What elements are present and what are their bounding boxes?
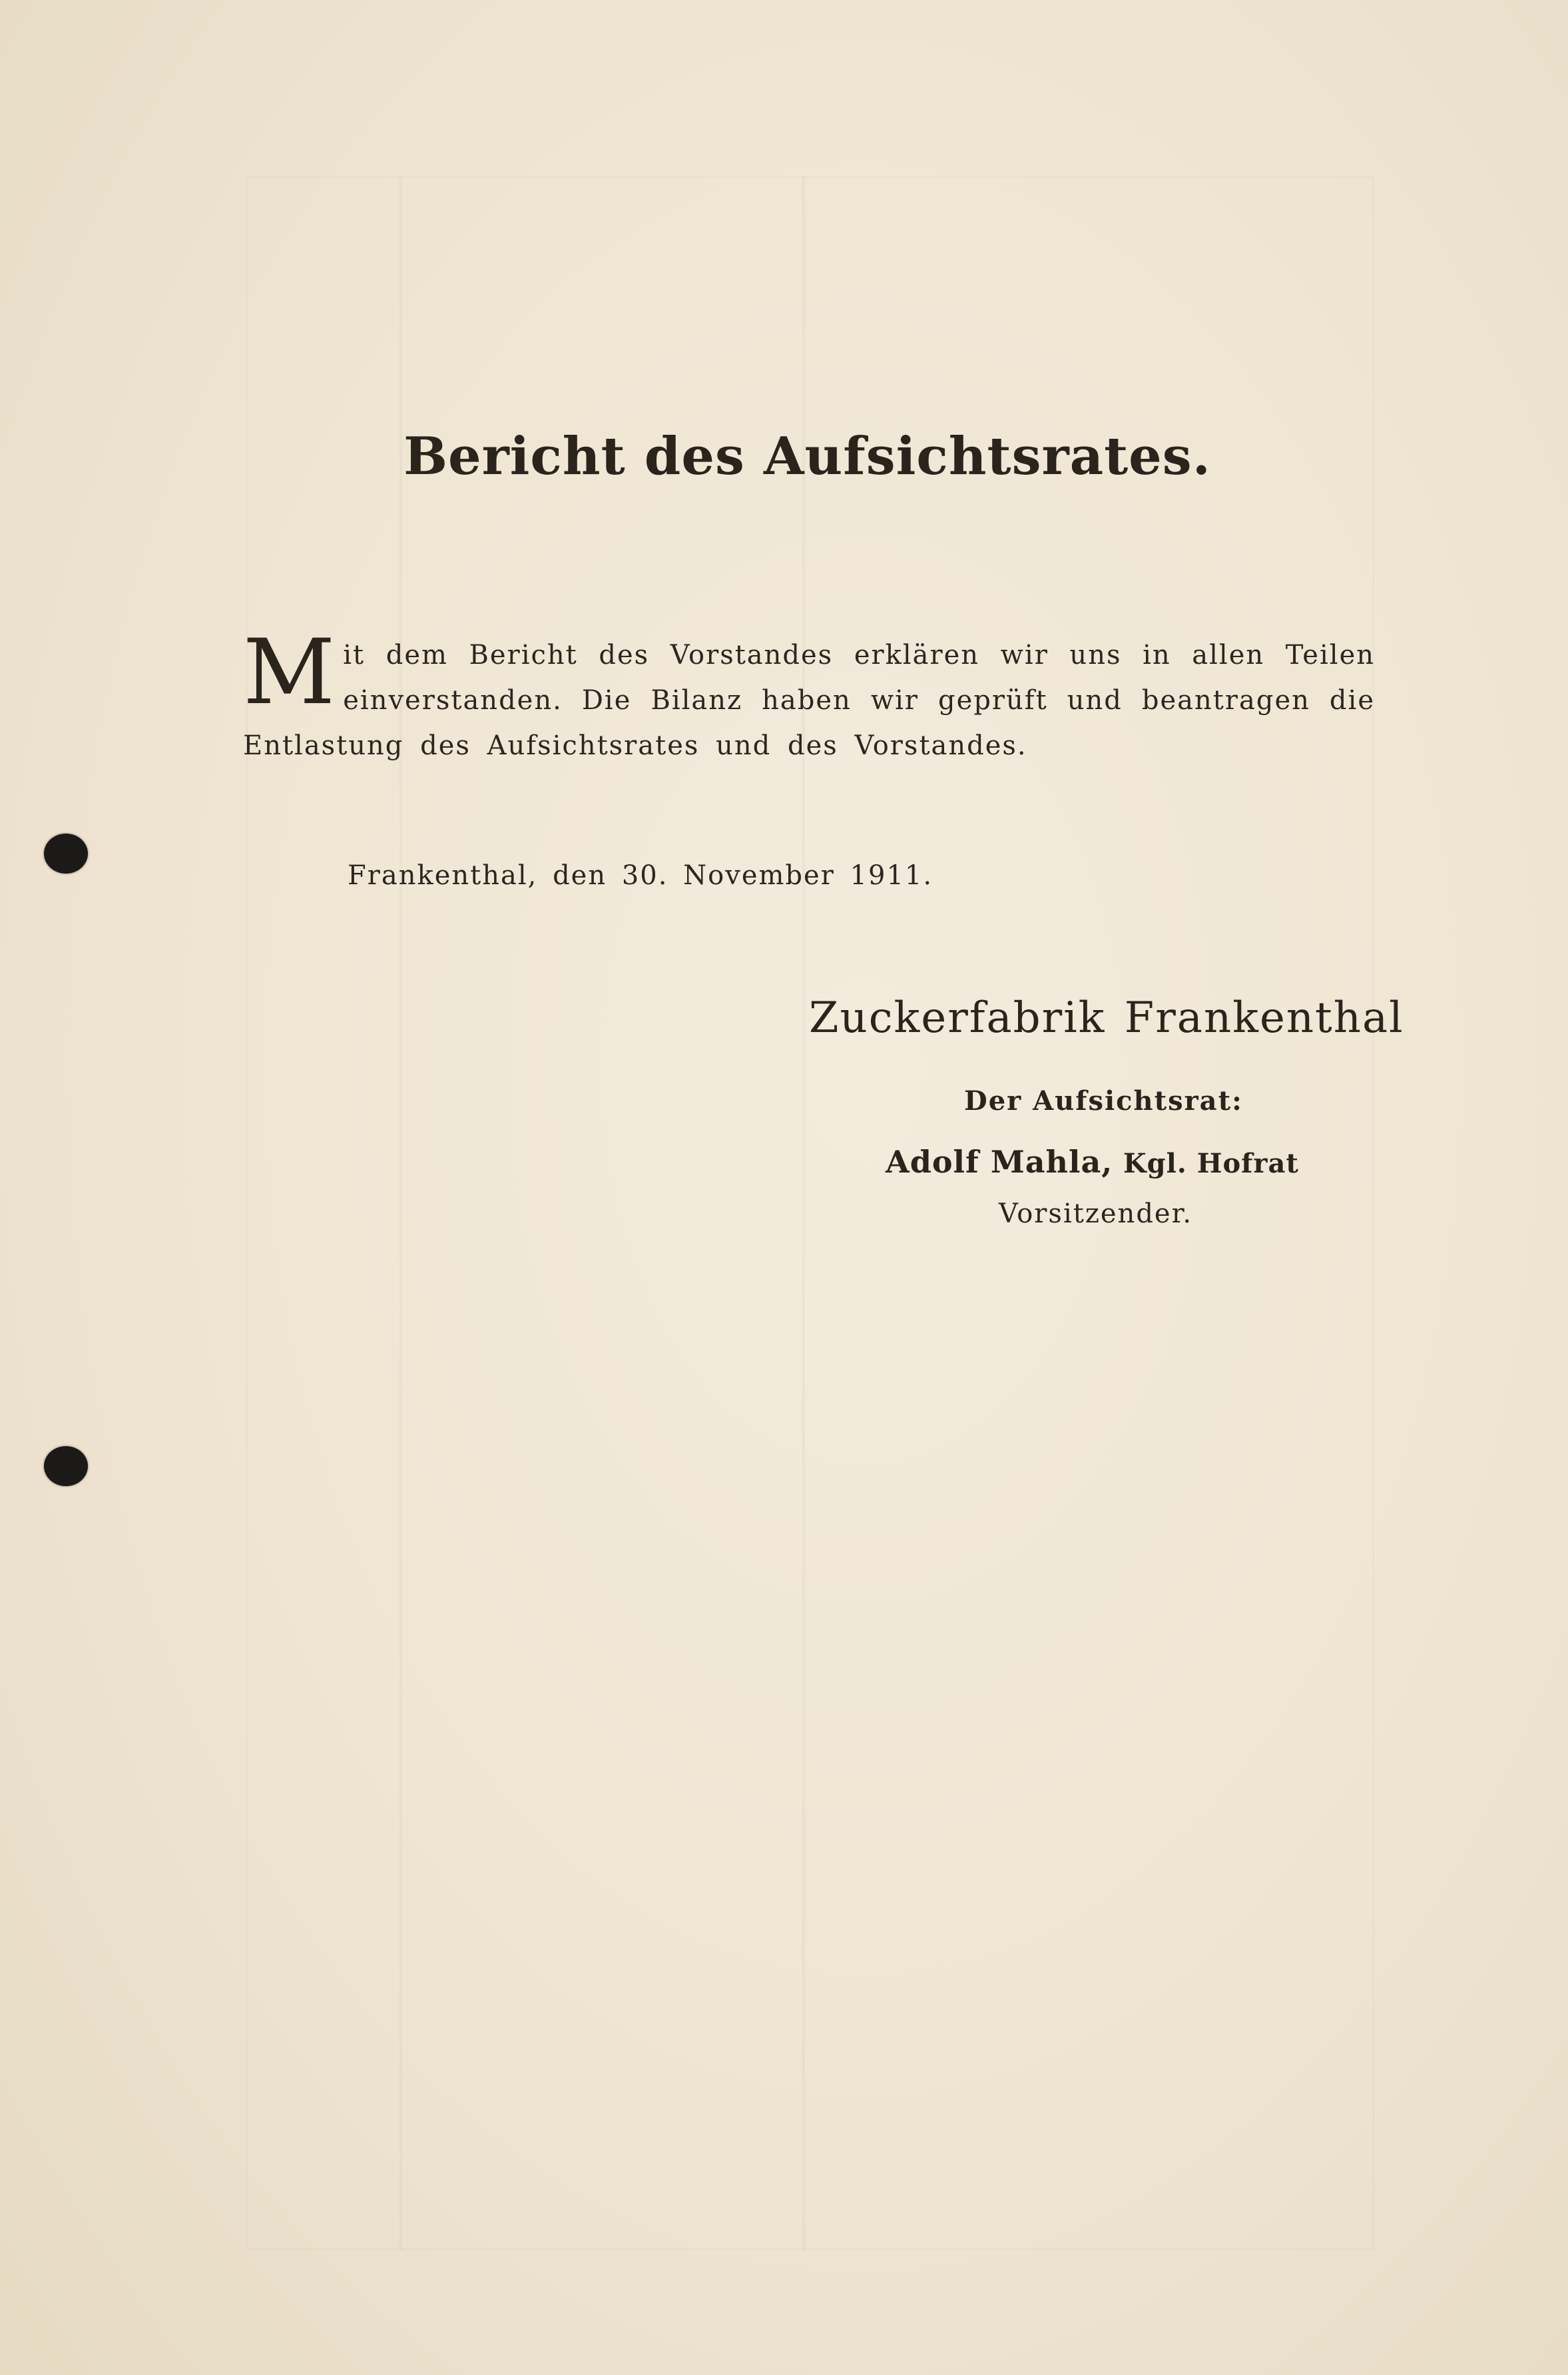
punch-hole-bottom <box>44 1446 88 1486</box>
company-name: Zuckerfabrik Frankenthal <box>809 993 1404 1043</box>
signer-role: Vorsitzender. <box>999 1198 1193 1229</box>
show-through-table <box>246 176 1374 2250</box>
board-label: Der Aufsichtsrat: <box>964 1085 1243 1117</box>
signer-line <box>886 1144 1299 1180</box>
place-and-date: Frankenthal, den 30. November 1911. <box>348 860 933 891</box>
signer-rank: Kgl. Hofrat <box>1123 1148 1299 1179</box>
report-paragraph <box>243 620 1375 768</box>
report-text: it dem Bericht des Vorstandes erklären wir uns in allen Teilen einverstanden. Die Bilanz haben wir geprüft und beantragen die Entlastung des Aufsichtsrates und des Vorstandes. <box>243 640 1375 761</box>
show-through-column <box>399 176 402 2250</box>
drop-cap: M <box>243 620 337 724</box>
signer-name: Adolf Mahla, <box>886 1144 1113 1180</box>
punch-hole-top <box>44 834 88 874</box>
page-title: Bericht des Aufsichtsrates. <box>403 426 1211 487</box>
show-through-column <box>802 176 805 2250</box>
